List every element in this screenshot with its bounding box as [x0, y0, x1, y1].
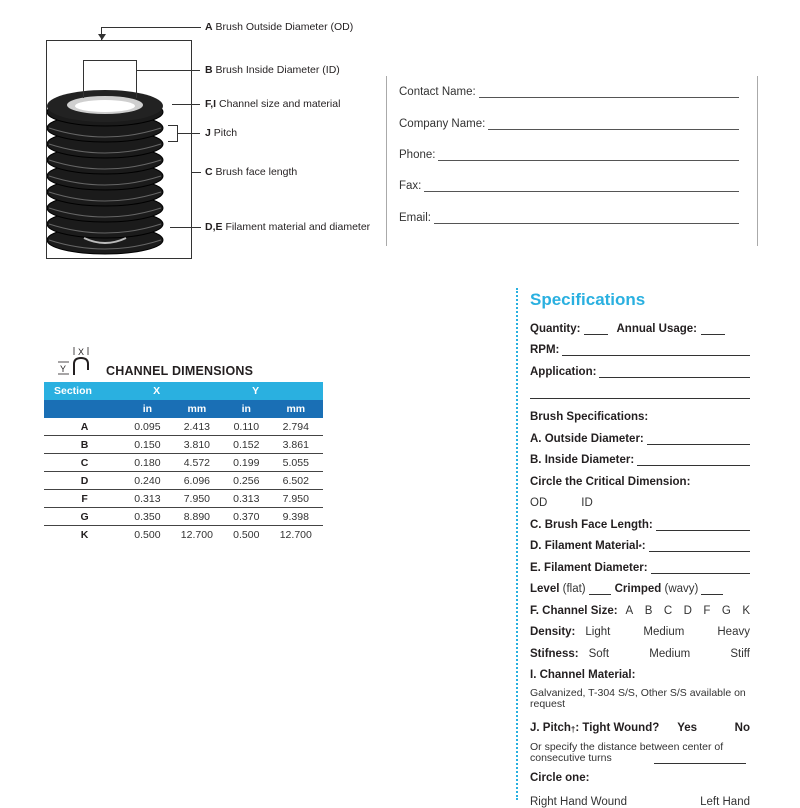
channel-dimensions-table [44, 382, 323, 543]
critical-dimension-options [530, 488, 750, 510]
rpm-row: RPM: [530, 335, 750, 357]
left-hand-wound[interactable]: Left Hand [700, 796, 750, 808]
pitch-distance-note: Or specify the distance between center of consecutive turns [530, 742, 750, 766]
channel-size-k[interactable]: K [742, 604, 750, 617]
table-row: D 0.240 6.096 0.256 6.502 [44, 472, 323, 490]
channel-size-c[interactable]: C [663, 604, 673, 617]
callout-fi: F,I Channel size and material [205, 98, 341, 110]
level-crimped-row: Level (flat) Crimped (wavy) [530, 574, 750, 596]
header-x-in: in [125, 400, 170, 418]
pitch-no[interactable]: No [734, 722, 750, 734]
option-od[interactable]: OD [530, 497, 548, 509]
inside-diameter-row: B. Inside Diameter: [530, 445, 750, 467]
table-row: B 0.150 3.810 0.152 3.861 [44, 436, 323, 454]
application-row: Application: [530, 356, 750, 378]
right-hand-wound[interactable]: Right Hand Wound [530, 796, 627, 808]
header-x-mm: mm [170, 400, 224, 418]
filament-material-row: D. Filament Material * : [530, 531, 750, 553]
application-row-2 [530, 378, 750, 400]
channel-size-row: F. Channel Size: A B C D F G K [530, 604, 750, 617]
outside-diameter-input[interactable] [647, 432, 750, 445]
channel-size-a[interactable]: A [625, 604, 634, 617]
coil-brush-image [44, 88, 166, 256]
face-length-row: C. Brush Face Length: [530, 509, 750, 531]
company-name-input[interactable] [488, 118, 739, 130]
filament-diameter-row: E. Filament Diameter: [530, 552, 750, 574]
specifications-form [530, 290, 750, 808]
application-input-2[interactable] [530, 386, 750, 399]
filament-material-input[interactable] [649, 539, 750, 552]
level-input[interactable] [589, 582, 611, 595]
specs-divider [516, 288, 518, 800]
rpm-input[interactable] [562, 343, 750, 356]
stiffness-medium[interactable]: Medium [649, 647, 691, 660]
svg-text:Y: Y [60, 364, 67, 374]
annual-usage-input[interactable] [701, 322, 725, 335]
application-input[interactable] [599, 365, 750, 378]
contact-form [386, 76, 758, 246]
company-name-field[interactable]: Company Name: [399, 118, 739, 130]
channel-size-g[interactable]: G [721, 604, 731, 617]
header-section: Section [44, 382, 125, 400]
channel-material-heading: I. Channel Material: [530, 669, 636, 681]
table-row: F 0.313 7.950 0.313 7.950 [44, 490, 323, 508]
pitch-distance-input[interactable] [654, 763, 746, 764]
contact-name-field[interactable]: Contact Name: [399, 86, 739, 98]
phone-field[interactable]: Phone: [399, 149, 739, 161]
density-row: Density: Light Medium Heavy [530, 626, 750, 638]
pitch-yes[interactable]: Yes [677, 722, 698, 734]
callout-b: B Brush Inside Diameter (ID) [205, 64, 340, 76]
crimped-input[interactable] [701, 582, 723, 595]
density-light[interactable]: Light [585, 626, 611, 638]
fax-input[interactable] [424, 180, 739, 192]
density-medium[interactable]: Medium [643, 626, 685, 638]
callout-j: J Pitch [205, 127, 238, 139]
callout-a: A Brush Outside Diameter (OD) [205, 21, 354, 33]
critical-dimension-heading: Circle the Critical Dimension: [530, 475, 691, 488]
header-y-mm: mm [269, 400, 323, 418]
header-x: X [125, 382, 224, 400]
stiffness-stiff[interactable]: Stiff [730, 647, 750, 660]
inside-diameter-input[interactable] [637, 453, 750, 466]
fax-field[interactable]: Fax: [399, 180, 739, 192]
email-field[interactable]: Email: [399, 212, 739, 224]
outside-diameter-row: A. Outside Diameter: [530, 423, 750, 445]
header-y-in: in [224, 400, 269, 418]
face-length-input[interactable] [656, 518, 750, 531]
option-id[interactable]: ID [581, 497, 593, 509]
header-y: Y [224, 382, 323, 400]
brush-specs-heading: Brush Specifications: [530, 411, 649, 423]
channel-size-d[interactable]: D [683, 604, 692, 617]
specs-title: Specifications [530, 290, 646, 309]
channel-size-b[interactable]: B [644, 604, 653, 617]
quantity-input[interactable] [584, 322, 608, 335]
channel-profile-icon [56, 346, 100, 376]
filament-diameter-input[interactable] [651, 561, 750, 574]
pitch-row: J. Pitch † : Tight Wound? Yes No [530, 722, 750, 734]
circle-one-heading: Circle one: [530, 772, 590, 784]
channel-material-note: Galvanized, T-304 S/S, Other S/S available on request [530, 687, 746, 710]
email-input[interactable] [434, 212, 739, 224]
stiffness-soft[interactable]: Soft [588, 647, 610, 660]
density-heavy[interactable]: Heavy [717, 626, 750, 638]
contact-name-input[interactable] [479, 86, 739, 98]
channel-dimensions-title: CHANNEL DIMENSIONS [106, 364, 254, 378]
table-row: G 0.350 8.890 0.370 9.398 [44, 508, 323, 526]
channel-size-f[interactable]: F [703, 604, 711, 617]
wound-direction-row [530, 784, 750, 808]
stiffness-row: Stifness: Soft Medium Stiff [530, 647, 750, 660]
table-row: C 0.180 4.572 0.199 5.055 [44, 454, 323, 472]
table-row: A 0.095 2.413 0.110 2.794 [44, 418, 323, 436]
callout-c: C Brush face length [205, 166, 298, 178]
callout-de: D,E Filament material and diameter [205, 221, 371, 233]
svg-text:X: X [78, 347, 85, 357]
table-row: K 0.500 12.700 0.500 12.700 [80, 528, 312, 541]
quantity-row: Quantity: Annual Usage: [530, 313, 750, 335]
phone-input[interactable] [438, 149, 739, 161]
